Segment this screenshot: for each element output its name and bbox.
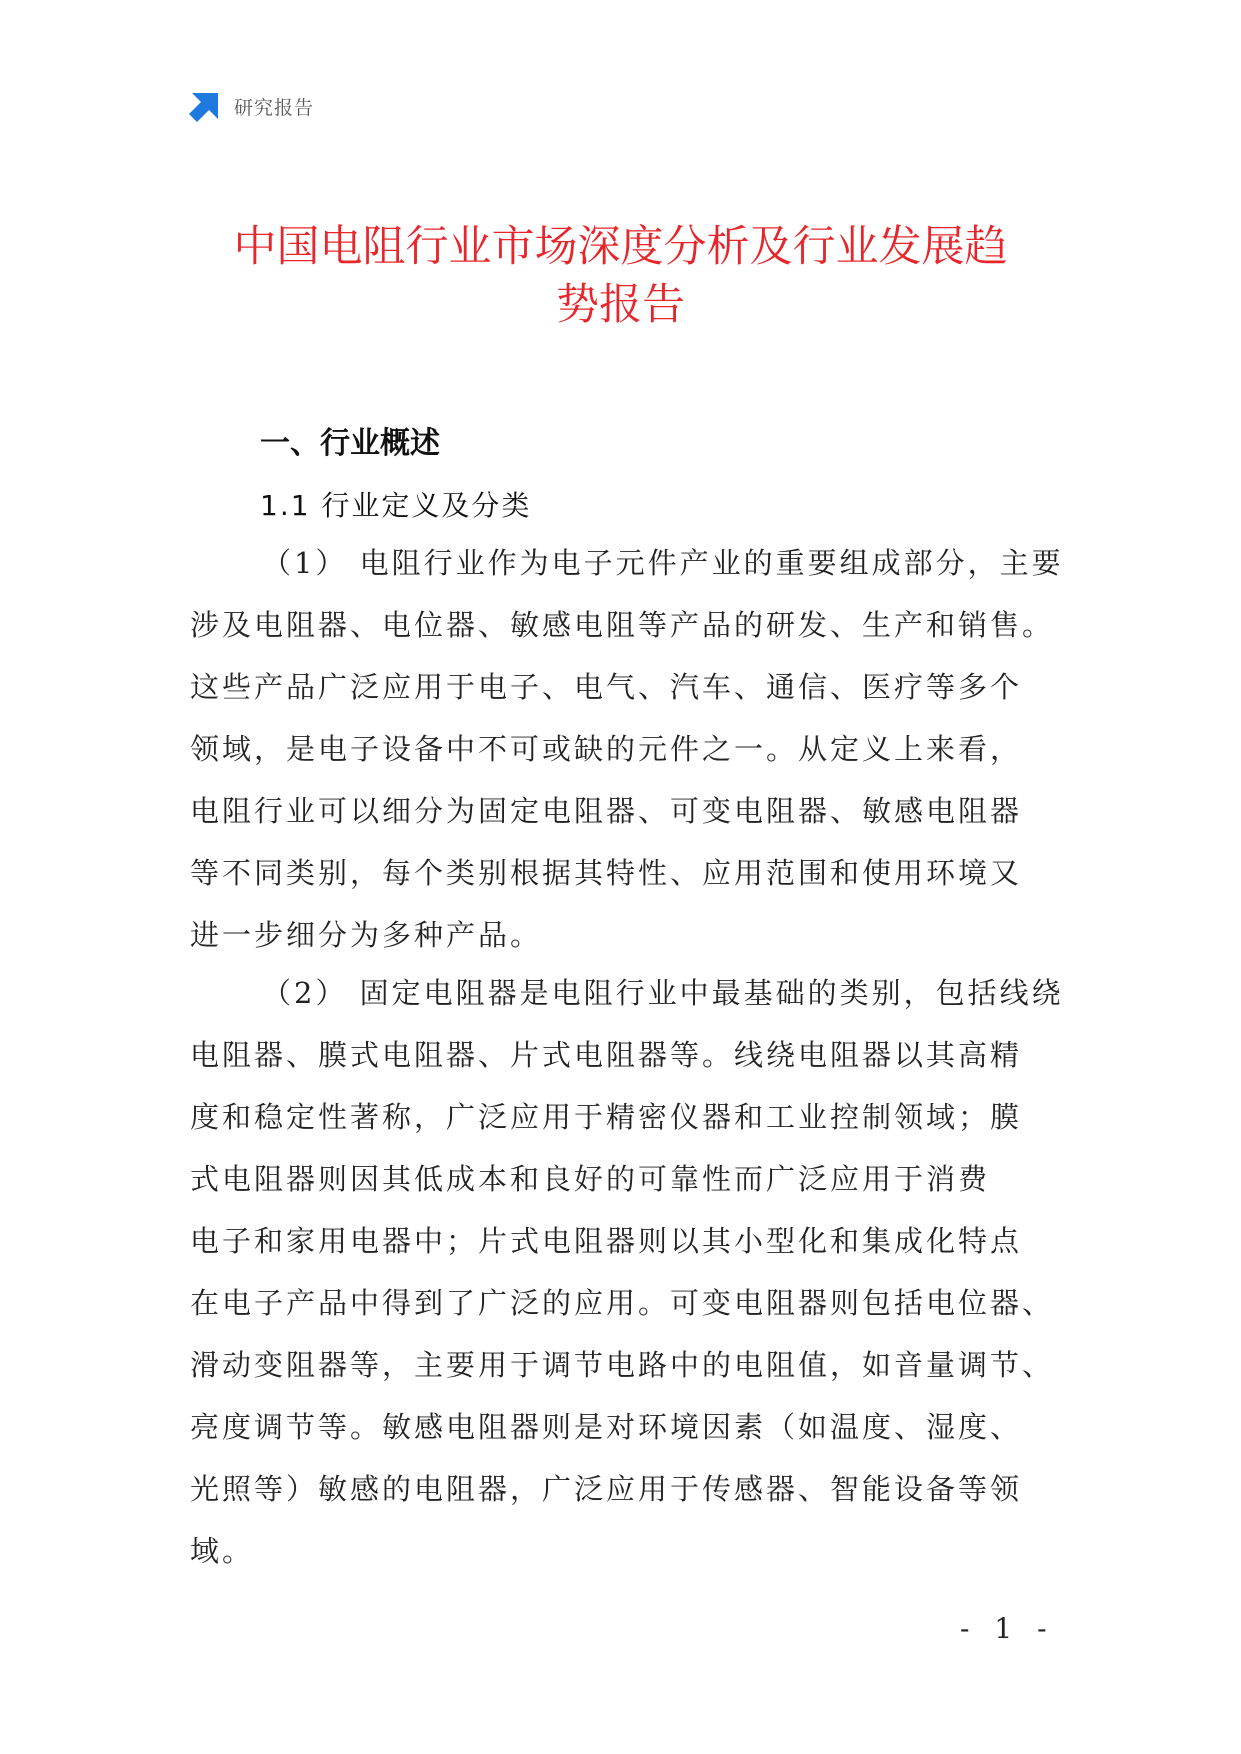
section-heading: 一、行业概述 <box>260 426 440 461</box>
paragraph-line: 度和稳定性著称，广泛应用于精密仪器和工业控制领域；膜 <box>190 1100 1023 1134</box>
paragraph-line: 在电子产品中得到了广泛的应用。可变电阻器则包括电位器、 <box>190 1286 1055 1320</box>
paragraph-line: 电阻行业可以细分为固定电阻器、可变电阻器、敏感电阻器 <box>190 794 1023 828</box>
subsection-heading: 1.1 行业定义及分类 <box>260 489 532 522</box>
report-header <box>188 88 314 124</box>
paragraph-line: 域。 <box>190 1534 255 1568</box>
paragraph-line: （2） 固定电阻器是电阻行业中最基础的类别，包括线绕 <box>262 976 1064 1010</box>
paragraph-line: 领域，是电子设备中不可或缺的元件之一。从定义上来看， <box>190 732 1023 766</box>
paragraph-line: 滑动变阻器等，主要用于调节电路中的电阻值，如音量调节、 <box>190 1348 1055 1382</box>
paragraph-line: 亮度调节等。敏感电阻器则是对环境因素（如温度、湿度、 <box>190 1410 1023 1444</box>
paragraph-line: 电子和家用电器中；片式电阻器则以其小型化和集成化特点 <box>190 1224 1023 1258</box>
title-line-2: 势报告 <box>556 280 685 330</box>
paragraph-line: 光照等）敏感的电阻器，广泛应用于传感器、智能设备等领 <box>190 1472 1023 1506</box>
paragraph-line: 电阻器、膜式电阻器、片式电阻器等。线绕电阻器以其高精 <box>190 1038 1023 1072</box>
paragraph-line: 等不同类别，每个类别根据其特性、应用范围和使用环境又 <box>190 856 1023 890</box>
arrow-up-right-icon <box>188 89 222 123</box>
header-label: 研究报告 <box>234 96 315 119</box>
paragraph-1 <box>190 532 1064 966</box>
paragraph-line: （1） 电阻行业作为电子元件产业的重要组成部分，主要 <box>262 546 1064 580</box>
document-title <box>150 218 1091 334</box>
paragraph-line: 式电阻器则因其低成本和良好的可靠性而广泛应用于消费 <box>190 1162 991 1196</box>
title-line-1: 中国电阻行业市场深度分析及行业发展趋 <box>233 222 1008 272</box>
paragraph-line: 涉及电阻器、电位器、敏感电阻等产品的研发、生产和销售。 <box>190 608 1055 642</box>
page-number: - 1 - <box>960 1612 1055 1645</box>
paragraph-line: 进一步细分为多种产品。 <box>190 918 543 952</box>
paragraph-2 <box>190 962 1064 1582</box>
paragraph-line: 这些产品广泛应用于电子、电气、汽车、通信、医疗等多个 <box>190 670 1023 704</box>
